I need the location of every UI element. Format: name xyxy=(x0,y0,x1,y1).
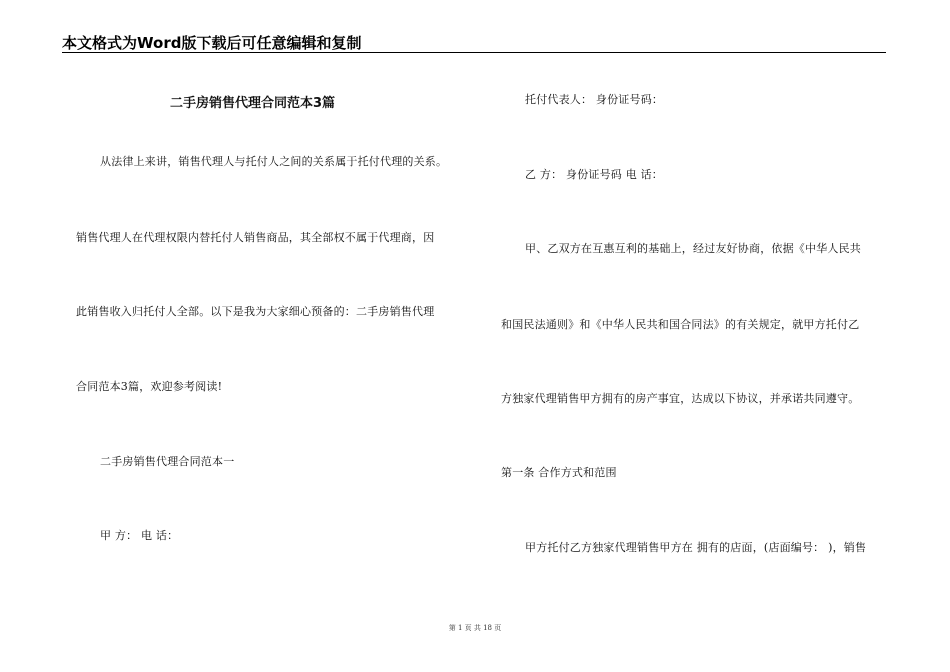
right-paragraph: 甲方托付乙方独家代理销售甲方在 拥有的店面，(店面编号： )，销售 xyxy=(525,541,867,554)
page-header-text: 本文格式为Word版下载后可任意编辑和复制 xyxy=(62,34,362,52)
left-paragraph: 合同范本3篇，欢迎参考阅读! xyxy=(76,380,223,393)
document-title: 二手房销售代理合同范本3篇 xyxy=(170,96,336,111)
right-paragraph: 乙 方： 身份证号码 电 话： xyxy=(525,168,663,181)
left-paragraph: 从法律上来讲，销售代理人与托付人之间的关系属于托付代理的关系。 xyxy=(100,155,448,168)
right-paragraph: 和国民法通则》和《中华人民共和国合同法》的有关规定，就甲方托付乙 xyxy=(501,318,860,331)
header-divider xyxy=(62,52,886,53)
left-paragraph: 销售代理人在代理权限内替托付人销售商品，其全部权不属于代理商，因 xyxy=(76,231,435,244)
right-paragraph: 甲、乙双方在互惠互利的基础上，经过友好协商，依据《中华人民共 xyxy=(525,242,861,255)
page-number-footer: 第 1 页 共 18 页 xyxy=(448,624,502,632)
left-paragraph: 此销售收入归托付人全部。以下是我为大家细心预备的：二手房销售代理 xyxy=(76,305,435,318)
right-paragraph: 托付代表人： 身份证号码： xyxy=(525,93,664,106)
article-heading: 第一条 合作方式和范围 xyxy=(501,466,617,479)
right-paragraph: 方独家代理销售甲方拥有的房产事宜，达成以下协议，并承诺共同遵守。 xyxy=(501,392,860,405)
section-heading: 二手房销售代理合同范本一 xyxy=(100,455,235,468)
left-paragraph: 甲 方： 电 话： xyxy=(100,529,179,542)
